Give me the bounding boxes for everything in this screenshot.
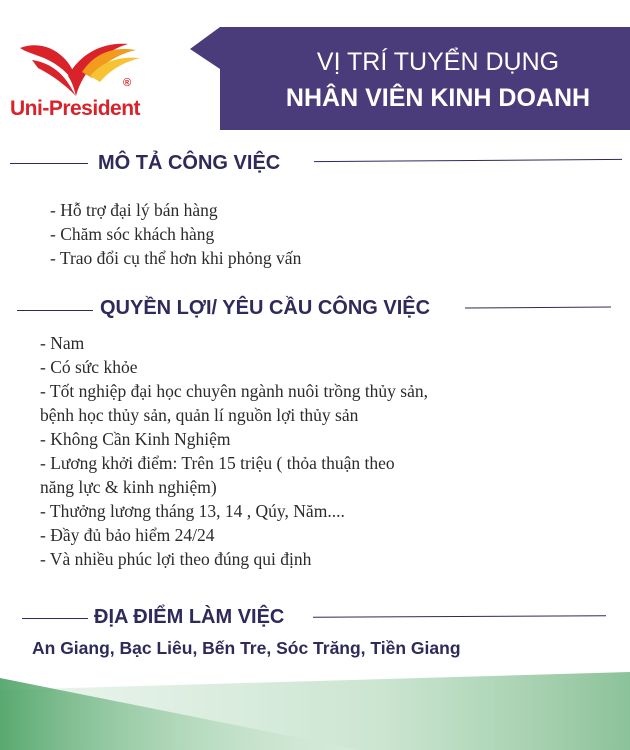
list-item: - Trao đổi cụ thể hơn khi phỏng vấn	[50, 248, 302, 268]
section-rule-right	[465, 306, 611, 308]
list-item: - Thưởng lương tháng 13, 14 , Qúy, Năm....	[40, 501, 345, 521]
registered-mark: ®	[123, 77, 132, 89]
list-item: - Chăm sóc khách hàng	[50, 224, 215, 244]
requirements-heading: QUYỀN LỢI/ YÊU CẦU CÔNG VIỆC	[100, 297, 431, 319]
location-places: An Giang, Bạc Liêu, Bến Tre, Sóc Trăng, Tiền Giang	[32, 638, 461, 658]
list-item: - Và nhiều phúc lợi theo đúng qui định	[40, 549, 312, 569]
brand-logo	[8, 30, 158, 130]
list-item: - Không Cần Kinh Nghiệm	[40, 429, 231, 449]
footer-decoration	[0, 650, 630, 750]
description-heading: MÔ TẢ CÔNG VIỆC	[98, 152, 281, 174]
list-item: - Có sức khỏe	[40, 357, 138, 377]
list-item: - Tốt nghiệp đại học chuyên ngành nuôi trồng thủy sản,	[40, 381, 429, 401]
brand-name: Uni-President	[10, 97, 141, 120]
header-title-line1: VỊ TRÍ TUYỂN DỤNG	[316, 48, 560, 76]
list-item: bệnh học thủy sản, quản lí nguồn lợi thủy sản	[40, 405, 359, 425]
section-rule-right	[314, 159, 622, 162]
section-rule-left	[22, 618, 88, 619]
section-rule-left	[10, 163, 88, 164]
requirements-list	[40, 331, 428, 571]
header-banner	[190, 27, 630, 130]
list-item: - Lương khởi điểm: Trên 15 triệu ( thỏa thuận theo	[40, 453, 395, 473]
location-heading: ĐỊA ĐIỂM LÀM VIỆC	[94, 606, 285, 628]
banner-shape	[190, 27, 630, 130]
section-rule-right	[313, 615, 606, 618]
list-item: - Đầy đủ bảo hiểm 24/24	[40, 525, 215, 545]
list-item: - Hỗ trợ đại lý bán hàng	[50, 200, 218, 220]
list-item: năng lực & kinh nghiệm)	[40, 477, 217, 497]
header-title-line2: NHÂN VIÊN KINH DOANH	[285, 84, 591, 112]
description-list	[50, 198, 301, 270]
list-item: - Nam	[40, 333, 85, 353]
section-rule-left	[17, 310, 93, 311]
